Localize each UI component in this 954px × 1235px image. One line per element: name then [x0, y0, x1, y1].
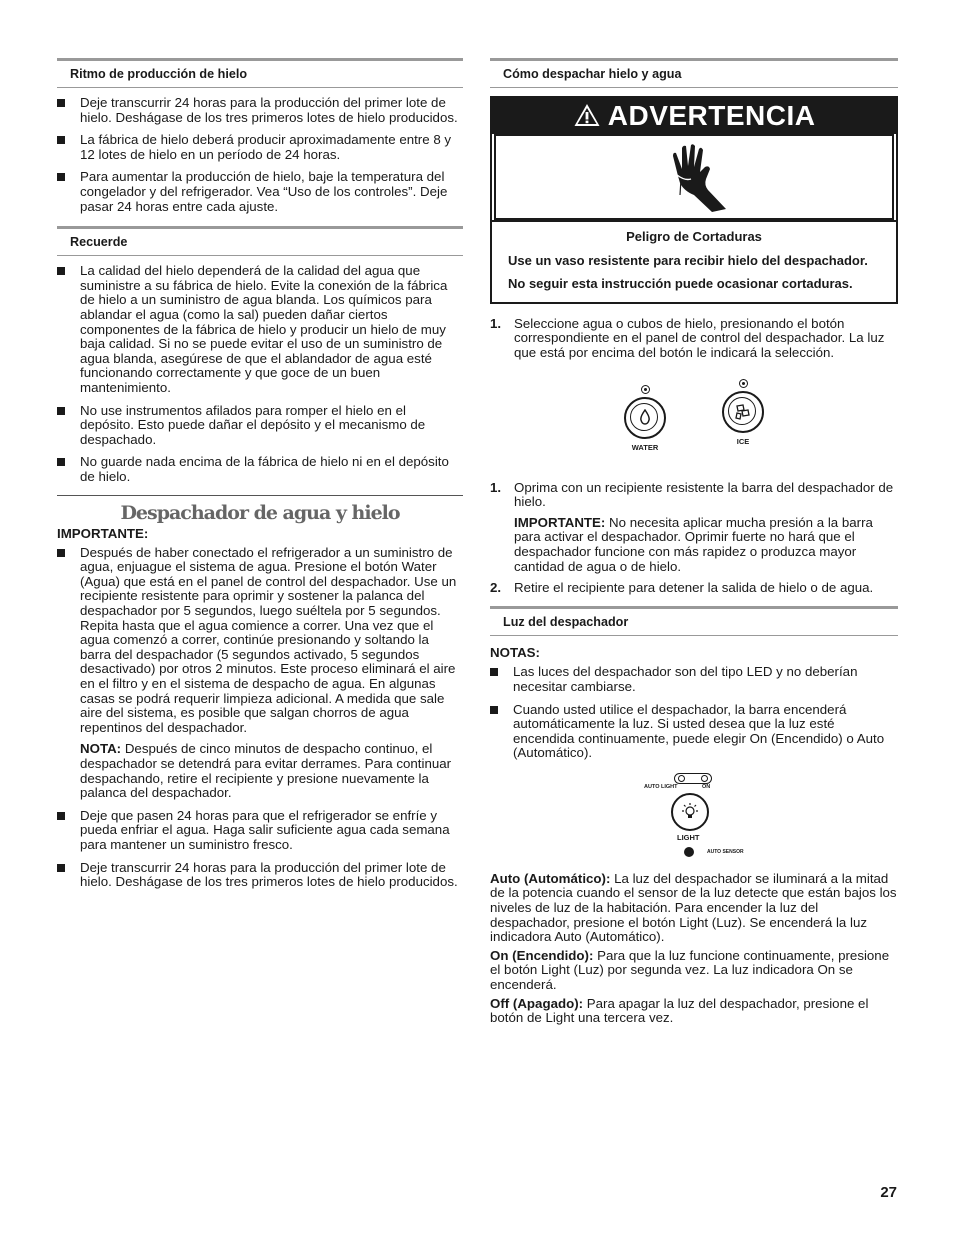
list-item: Después de haber conectado el refrigerador a un suministro de agua, enjuague el sistema de agua. Presione el botón Water (Agua) que está en el panel de control del despachador. Use un recipiente resistente para oprimir y sostener la palanca del despachador por 5 segundos, luego suéltela por 5 segundos. Repita hasta que el agua comience a correr. Una vez que el agua comenzó a correr, continúe presionando y soltando la barra del despachador (5 segundos activado, 5 segundos desactivado) por otros 2 minutos. Este proceso eliminará el aire en el filtro y en el sistema de despacho de agua. En algunas casas se podrá requerir limpieza adicional. A medida que sale aire del sistema, es posible que salgan chorros de agua repentinos del despachador. NOTA: Después de cinco minutos de despacho continuo, el despachador se detendrá para evitar derrames. Para continuar despachando, retire el recipiente y presione nuevamente la palanca del despachador. — [57, 546, 463, 801]
light-label: LIGHT — [677, 832, 700, 842]
water-button[interactable] — [622, 385, 668, 452]
off-paragraph: Off (Apagado): Para apagar la luz del despachador, presione el botón de Light una tercera vez. — [490, 995, 869, 1026]
bullet-icon — [490, 706, 498, 714]
light-panel-illustration — [490, 761, 898, 863]
water-label: WATER — [631, 442, 659, 452]
dispenser-buttons-illustration — [490, 361, 898, 469]
bullet-icon — [57, 812, 65, 820]
list-item: No guarde nada encima de la fábrica de hielo ni en el depósito de hielo. — [57, 455, 463, 484]
bullet-icon — [57, 549, 65, 557]
on-label: ON — [702, 783, 711, 790]
bullet-icon — [57, 173, 65, 181]
warning-box — [490, 96, 898, 304]
section-heading-dispenser-light: Luz del despachador — [490, 606, 898, 636]
indicator-light — [739, 379, 748, 388]
list-item: La fábrica de hielo deberá producir aproximadamente entre 8 y 12 lotes de hielo en un período de 24 horas. — [57, 133, 463, 162]
list-item: Las luces del despachador son del tipo LED y no deberían necesitar cambiarse. — [490, 665, 898, 694]
bullet-icon — [57, 864, 65, 872]
note-paragraph: NOTA: Después de cinco minutos de despacho continuo, el despachador se detendrá para evitar derrames. Para continuar despachando, retire el recipiente y presione nuevamente la palanca del despachador. — [80, 741, 452, 801]
auto-indicator-light — [678, 775, 685, 782]
auto-paragraph: Auto (Automático): La luz del despachador se iluminará a la mitad de la potencia cuando el sensor de la luz detecte que están bajos los niveles de luz de la habitación. Para encender la luz del despachador, presione el botón Light (Luz). Se encenderá la luz indicadora Auto (Automático). — [490, 870, 897, 945]
warning-title: ADVERTENCIA — [607, 100, 816, 131]
auto-light-label: AUTO LIGHT — [644, 783, 678, 790]
list-item: Deje que pasen 24 horas para que el refrigerador se enfríe y pueda enfriar el agua. Haga salir suficiente agua cada semana para mantener un suministro fresco. — [57, 809, 463, 853]
warning-triangle-icon — [573, 102, 601, 128]
hazard-image-area — [494, 134, 894, 220]
right-column — [490, 58, 898, 1026]
important-note: IMPORTANTE: No necesita aplicar mucha presión a la barra para activar el despachador. Oprimir fuerte no hará que el despachador funcione con más rapidez o produzca mayor cantidad de agua o de hielo. — [514, 514, 873, 574]
hand-cut-icon — [668, 143, 732, 213]
bullet-icon — [57, 136, 65, 144]
step-1b: 1. Oprima con un recipiente resistente la barra del despachador de hielo. — [490, 479, 894, 510]
warning-header — [492, 98, 896, 134]
section-heading-ice-rate: Ritmo de producción de hielo — [57, 58, 463, 88]
water-drop-icon — [639, 409, 651, 425]
ice-label: ICE — [736, 436, 750, 446]
light-button[interactable] — [671, 793, 709, 831]
light-indicator-bar — [674, 773, 712, 784]
hazard-name: Peligro de Cortaduras — [626, 229, 762, 244]
divider — [57, 495, 463, 496]
bullet-icon — [57, 407, 65, 415]
warning-text: Peligro de Cortaduras Use un vaso resistente para recibir hielo del despachador. No seguir esta instrucción puede ocasionar cortaduras. — [492, 220, 896, 302]
step-1: 1. Seleccione agua o cubos de hielo, presionando el botón correspondiente en el panel de control del despachador. La luz que está por encima del botón le indicará la selección. — [490, 315, 885, 360]
bullet-icon — [57, 458, 65, 466]
page-number: 27 — [880, 1184, 897, 1201]
list-item: Para aumentar la producción de hielo, baje la temperatura del congelador y del refrigerador. Vea “Uso de los controles”. Deje pasar 24 horas entre cada ajuste. — [57, 170, 463, 214]
list-item: Deje transcurrir 24 horas para la producción del primer lote de hielo. Deshágase de los tres primeros lotes de hielo producidos. — [57, 861, 463, 890]
on-paragraph: On (Encendido): Para que la luz funcione continuamente, presione el botón Light (Luz) por segunda vez. La luz indicadora On se encenderá. — [490, 947, 890, 993]
light-bulb-icon — [679, 801, 701, 823]
important-label: IMPORTANTE: — [57, 526, 149, 542]
section-heading-how-to-dispense: Cómo despachar hielo y agua — [490, 58, 898, 88]
list-item: Cuando usted utilice el despachador, la barra encenderá automáticamente la luz. Si usted desea que la luz esté encendida continuamente, puede elegir On (Encendido) o Auto (Automático). — [490, 703, 898, 761]
on-indicator-light — [701, 775, 708, 782]
bullet-icon — [57, 99, 65, 107]
bullet-icon — [490, 668, 498, 676]
auto-sensor-label: AUTO SENSOR — [707, 848, 744, 855]
bullet-icon — [57, 267, 65, 275]
step-2: 2. Retire el recipiente para detener la salida de hielo o de agua. — [490, 580, 874, 596]
list-item: La calidad del hielo dependerá de la calidad del agua que suministre a su fábrica de hielo. Evite la conexión de la fábrica de hielo a un suministro de agua blanda. Los químicos para ablandar el agua (como la sal) pueden dañar ciertos componentes de la fábrica de hielo y producir un hielo de muy baja calidad. Si no se puede evitar el uso de un suministro de agua blanda, asegúrese de que el ablandador de agua esté funcionando correctamente y que goce de un buen mantenimiento. — [57, 264, 463, 395]
section-heading-remember: Recuerde — [57, 226, 463, 256]
notes-label: NOTAS: — [490, 644, 540, 660]
list-item: Deje transcurrir 24 horas para la producción del primer lote de hielo. Deshágase de los tres primeros lotes de hielo producidos. — [57, 96, 463, 125]
indicator-light — [641, 385, 650, 394]
list-item: No use instrumentos afilados para romper el hielo en el depósito. Esto puede dañar el depósito y el mecanismo de despachado. — [57, 404, 463, 448]
auto-sensor-icon — [684, 847, 694, 857]
section-title-dispenser: Despachador de agua y hielo — [120, 502, 400, 525]
left-column — [57, 58, 463, 890]
ice-cubes-icon — [734, 403, 752, 421]
ice-button[interactable] — [720, 379, 766, 446]
